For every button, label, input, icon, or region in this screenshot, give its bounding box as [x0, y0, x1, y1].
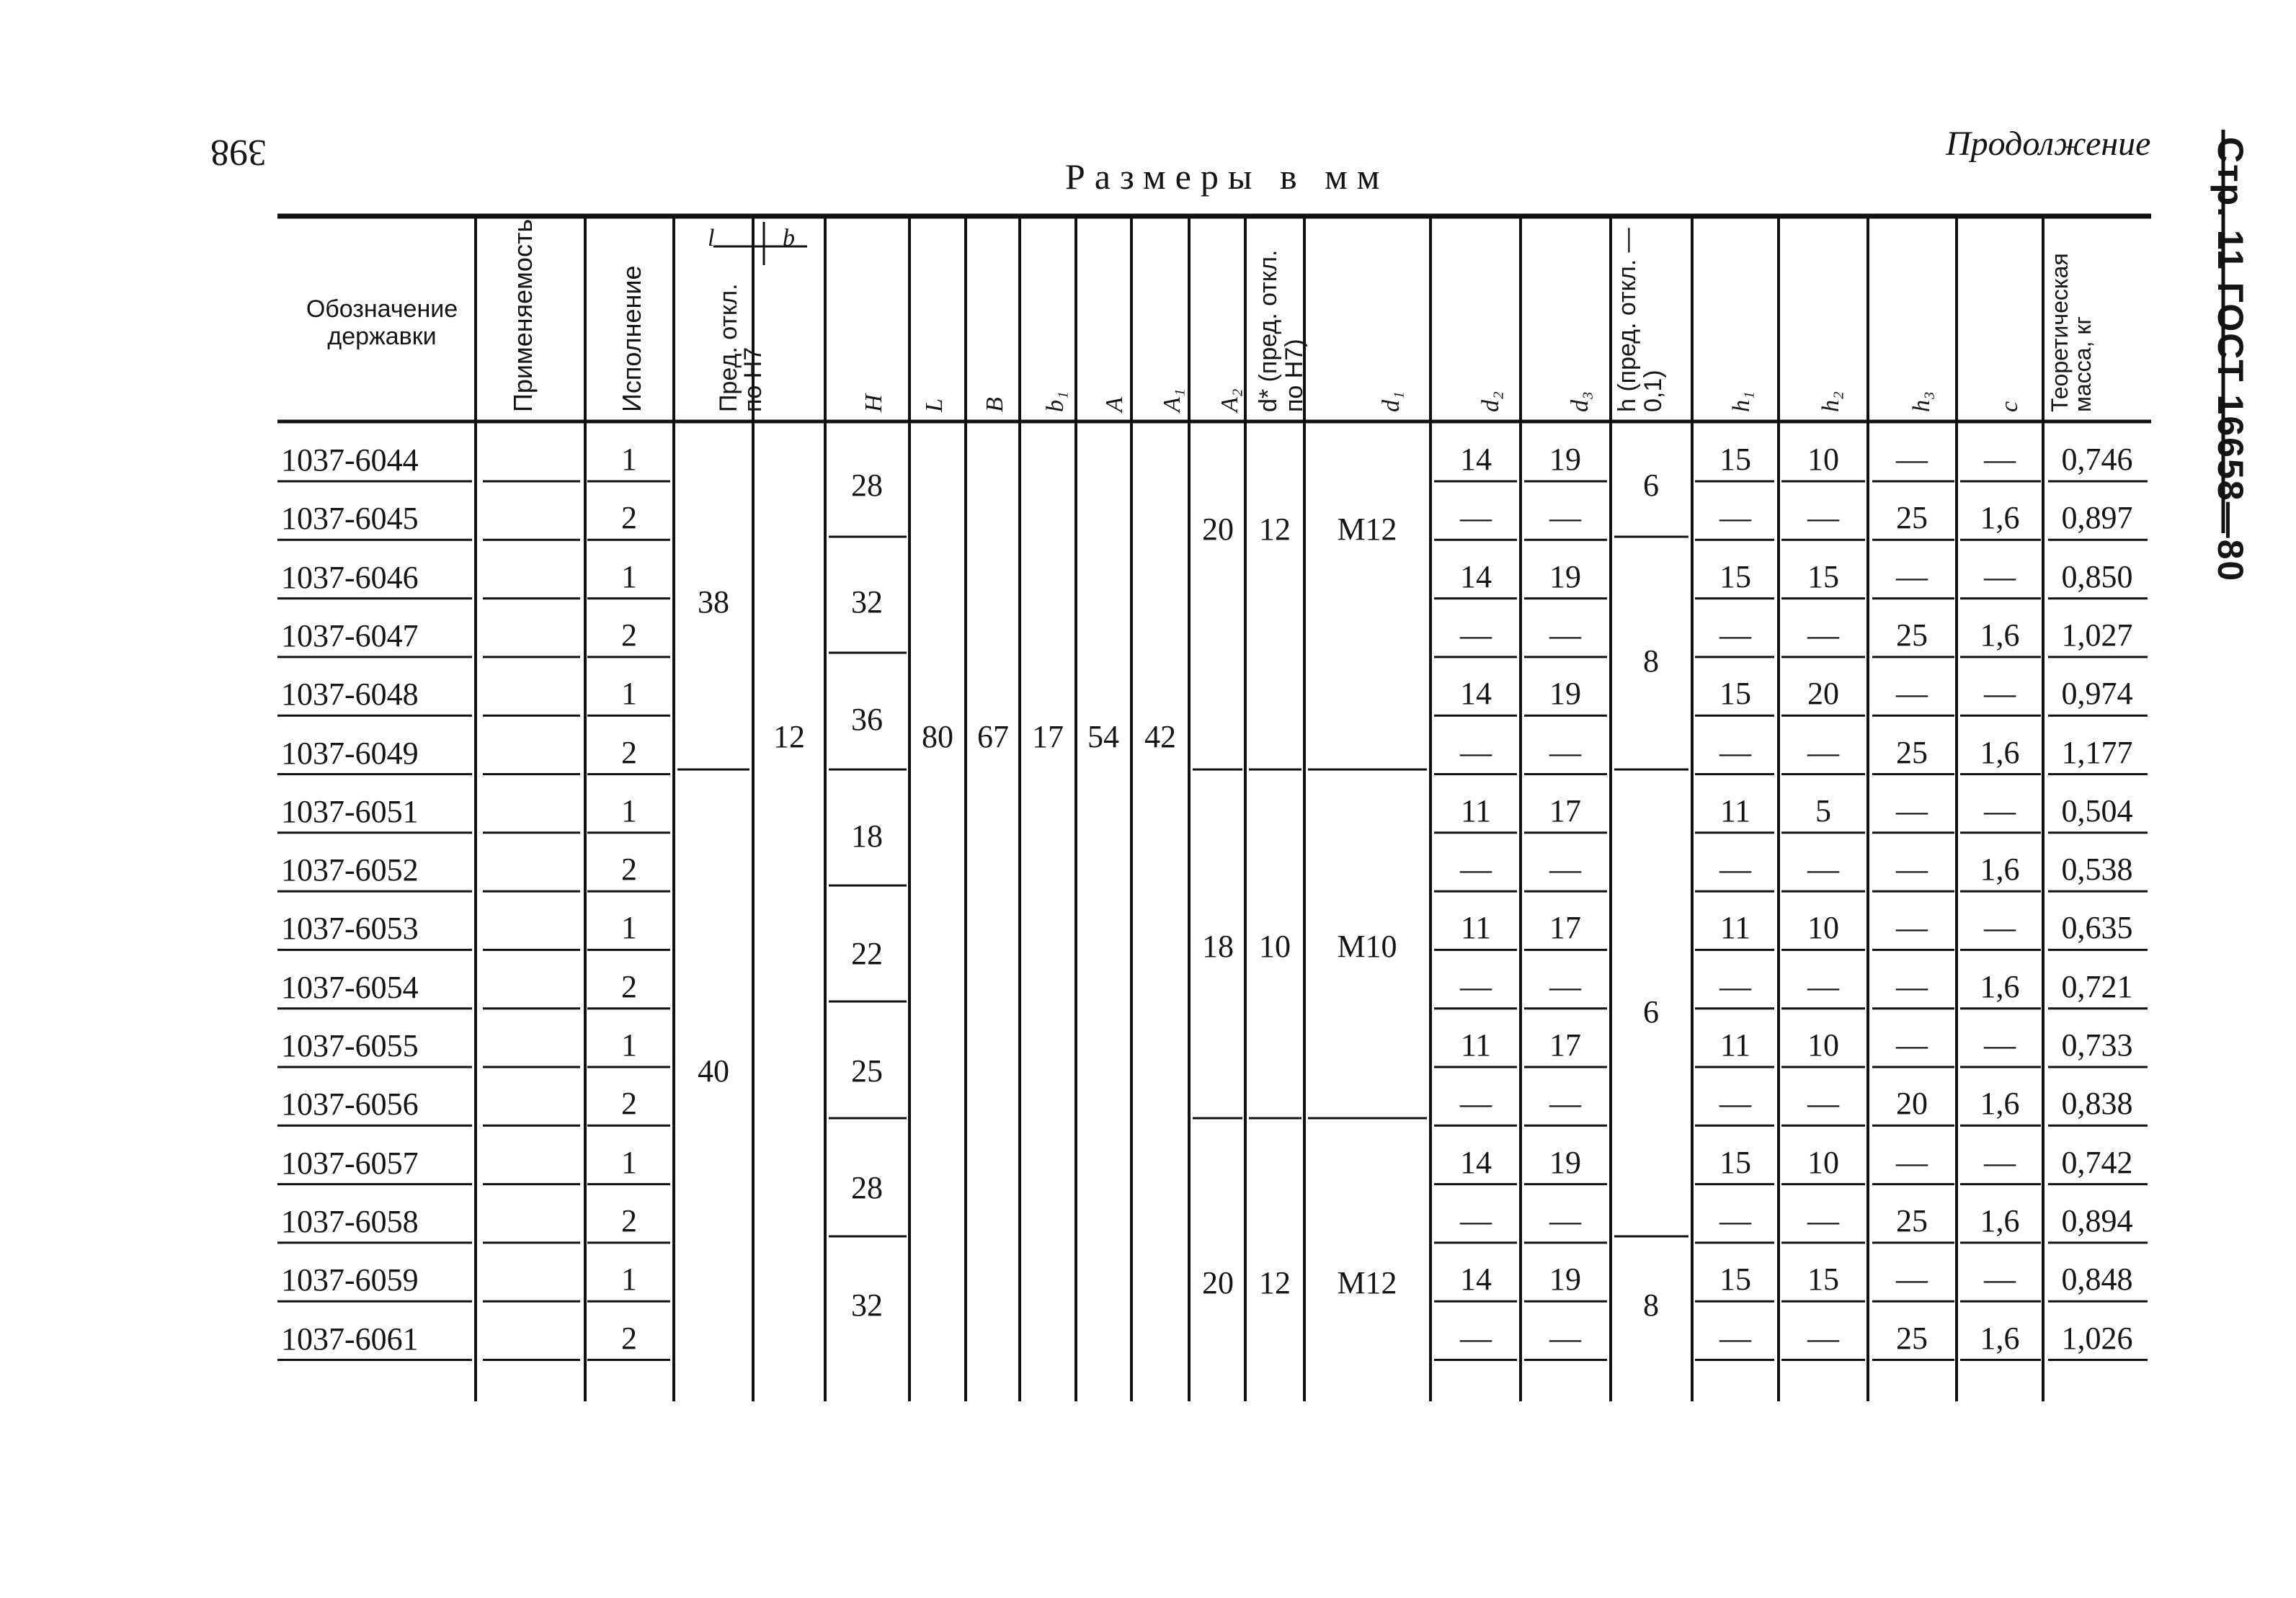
mass-cell: 1,026 — [2061, 1320, 2133, 1356]
h2-cell: 15 — [1807, 1262, 1839, 1298]
H-cell: 25 — [851, 1053, 883, 1089]
h3-cell: — — [1896, 676, 1928, 712]
version-cell: 1 — [621, 558, 637, 594]
designation-cell: 1037-6055 — [281, 1028, 419, 1063]
header-applicability: Применяемость — [508, 218, 538, 412]
designation-cell: 1037-6056 — [281, 1086, 419, 1122]
h3-cell: 20 — [1896, 1086, 1928, 1122]
c-cell: 1,6 — [1980, 1086, 2020, 1122]
h3-cell: — — [1896, 558, 1928, 594]
mass-cell: 0,974 — [2061, 676, 2133, 712]
b-cell: 12 — [773, 718, 805, 754]
d2-cell: — — [1460, 734, 1492, 770]
h3-cell: — — [1896, 442, 1928, 477]
header-mass: Теоретическая масса, кг — [2047, 253, 2096, 412]
h1-cell: — — [1719, 734, 1751, 770]
c-cell: — — [1984, 1262, 2016, 1298]
h2-cell: 5 — [1815, 793, 1831, 829]
h2-cell: — — [1807, 1086, 1839, 1122]
version-cell: 2 — [621, 1320, 637, 1356]
designation-cell: 1037-6053 — [281, 911, 419, 947]
h3-cell: — — [1896, 793, 1928, 829]
c-cell: 1,6 — [1980, 617, 2020, 653]
header-c: c — [1996, 401, 2023, 412]
d1-cell: М12 — [1337, 1265, 1397, 1301]
header-h3: h₃ — [1908, 391, 1935, 412]
designation-cell: 1037-6045 — [281, 501, 419, 537]
H-cell: 22 — [851, 936, 883, 972]
d3-cell: — — [1549, 500, 1581, 536]
d2-cell: — — [1460, 1320, 1492, 1356]
h2-cell: — — [1807, 500, 1839, 536]
h2-cell: 10 — [1807, 442, 1839, 477]
d1-cell: М12 — [1337, 511, 1397, 547]
h3-cell: — — [1896, 1262, 1928, 1298]
d2-cell: 11 — [1460, 910, 1492, 946]
H-cell: 32 — [851, 584, 883, 620]
h3-cell: — — [1896, 1027, 1928, 1063]
d3-cell: — — [1549, 617, 1581, 653]
header-d3: d₃ — [1567, 391, 1593, 412]
h3-cell: 25 — [1896, 734, 1928, 770]
c-cell: — — [1984, 1144, 2016, 1180]
h-cell: 8 — [1643, 643, 1659, 679]
H-cell: 32 — [851, 1287, 883, 1323]
designation-cell: 1037-6049 — [281, 735, 419, 771]
mass-cell: 0,538 — [2061, 852, 2133, 888]
d3-cell: — — [1549, 734, 1581, 770]
version-cell: 2 — [621, 852, 637, 888]
d2-cell: — — [1460, 500, 1492, 536]
units-caption: Размеры в мм — [1065, 156, 1389, 197]
h2-cell: 20 — [1807, 676, 1839, 712]
d2-cell: 14 — [1460, 676, 1492, 712]
version-cell: 1 — [621, 442, 637, 477]
d2-cell: — — [1460, 1086, 1492, 1122]
h2-cell: 10 — [1807, 910, 1839, 946]
d3-cell: — — [1549, 1320, 1581, 1356]
header-A: A — [1101, 397, 1128, 412]
d3-cell: 17 — [1549, 1027, 1581, 1063]
h-cell: 6 — [1643, 994, 1659, 1030]
designation-cell: 1037-6058 — [281, 1203, 419, 1239]
d2-cell: — — [1460, 968, 1492, 1004]
c-cell: — — [1984, 558, 2016, 594]
side-title: Стр. 11 ГОСТ 16658—80 — [2210, 137, 2251, 583]
d3-cell: 19 — [1549, 1262, 1581, 1298]
page-number: 398 — [210, 132, 267, 173]
header-tolerance: Пред. откл. по Н7 — [715, 283, 767, 412]
d1-cell: М10 — [1337, 929, 1397, 965]
header-H: H — [860, 394, 887, 412]
version-cell: 1 — [621, 1144, 637, 1180]
d3-cell: 17 — [1549, 910, 1581, 946]
d2-cell: — — [1460, 1202, 1492, 1238]
header-h1: h₁ — [1728, 391, 1755, 412]
h1-cell: 15 — [1719, 1144, 1751, 1180]
h1-cell: 11 — [1719, 910, 1751, 946]
H-cell: 36 — [851, 701, 883, 737]
c-cell: — — [1984, 793, 2016, 829]
version-cell: 1 — [621, 676, 637, 712]
header-A2: A₂ — [1216, 388, 1243, 412]
c-cell: — — [1984, 910, 2016, 946]
c-cell: 1,6 — [1980, 968, 2020, 1004]
d3-cell: 19 — [1549, 676, 1581, 712]
h-cell: 8 — [1643, 1287, 1659, 1323]
A1-cell: 42 — [1144, 718, 1176, 754]
h1-cell: — — [1719, 617, 1751, 653]
header-b1: b₁ — [1042, 391, 1069, 412]
d2-cell: 14 — [1460, 1262, 1492, 1298]
h2-cell: 10 — [1807, 1144, 1839, 1180]
designation-cell: 1037-6057 — [281, 1145, 419, 1181]
l-cell: 38 — [698, 584, 729, 620]
A2-cell: 20 — [1202, 1265, 1234, 1301]
d3-cell: 17 — [1549, 793, 1581, 829]
mass-cell: 1,027 — [2061, 617, 2133, 653]
A-cell: 54 — [1087, 718, 1119, 754]
d3-cell: — — [1549, 1202, 1581, 1238]
d2-cell: 14 — [1460, 558, 1492, 594]
d-cell: 10 — [1259, 929, 1291, 965]
h3-cell: — — [1896, 968, 1928, 1004]
header-B: B — [982, 397, 1008, 412]
designation-cell: 1037-6047 — [281, 617, 419, 653]
version-cell: 2 — [621, 617, 637, 653]
h1-cell: — — [1719, 968, 1751, 1004]
h-cell: 6 — [1643, 467, 1659, 503]
c-cell: 1,6 — [1980, 852, 2020, 888]
d3-cell: — — [1549, 968, 1581, 1004]
designation-cell: 1037-6046 — [281, 559, 419, 595]
h1-cell: 15 — [1719, 1262, 1751, 1298]
c-cell: 1,6 — [1980, 1202, 2020, 1238]
mass-cell: 0,746 — [2061, 442, 2133, 477]
d2-cell: — — [1460, 617, 1492, 653]
H-cell: 28 — [851, 1170, 883, 1206]
d2-cell: 11 — [1460, 1027, 1492, 1063]
designation-cell: 1037-6054 — [281, 969, 419, 1005]
h1-cell: 11 — [1719, 793, 1751, 829]
mass-cell: 0,504 — [2061, 793, 2133, 829]
header-d1: d₁ — [1378, 391, 1405, 412]
L-cell: 80 — [922, 718, 953, 754]
d2-cell: 11 — [1460, 793, 1492, 829]
h3-cell: 25 — [1896, 1202, 1928, 1238]
h1-cell: — — [1719, 1320, 1751, 1356]
d-cell: 12 — [1259, 511, 1291, 547]
A2-cell: 18 — [1202, 929, 1234, 965]
version-cell: 1 — [621, 1262, 637, 1298]
version-cell: 2 — [621, 1086, 637, 1122]
h1-cell: — — [1719, 1086, 1751, 1122]
header-h2: h₂ — [1817, 391, 1844, 412]
d3-cell: 19 — [1549, 558, 1581, 594]
d3-cell: — — [1549, 1086, 1581, 1122]
d2-cell: 14 — [1460, 1144, 1492, 1180]
mass-cell: 0,742 — [2061, 1144, 2133, 1180]
designation-cell: 1037-6051 — [281, 793, 419, 829]
mass-cell: 0,733 — [2061, 1027, 2133, 1063]
header-A1: A₁ — [1159, 388, 1185, 412]
version-cell: 2 — [621, 968, 637, 1004]
c-cell: 1,6 — [1980, 734, 2020, 770]
d3-cell: 19 — [1549, 442, 1581, 477]
mass-cell: 1,177 — [2061, 734, 2133, 770]
h2-cell: — — [1807, 1202, 1839, 1238]
header-designation: Обозначение державки — [306, 295, 458, 350]
mass-cell: 0,850 — [2061, 558, 2133, 594]
c-cell: — — [1984, 676, 2016, 712]
header-h: h (пред. откл. —0,1) — [1614, 228, 1667, 412]
h1-cell: 15 — [1719, 558, 1751, 594]
header-L: L — [921, 398, 948, 412]
h1-cell: 11 — [1719, 1027, 1751, 1063]
c-cell: 1,6 — [1980, 500, 2020, 536]
d-cell: 12 — [1259, 1265, 1291, 1301]
designation-cell: 1037-6052 — [281, 852, 419, 888]
header-d: d* (пред. откл. по Н7) — [1255, 249, 1308, 412]
version-cell: 2 — [621, 1202, 637, 1238]
h1-cell: 15 — [1719, 442, 1751, 477]
mass-cell: 0,897 — [2061, 500, 2133, 536]
mass-cell: 0,848 — [2061, 1262, 2133, 1298]
h1-cell: — — [1719, 1202, 1751, 1238]
mass-cell: 0,894 — [2061, 1202, 2133, 1238]
version-cell: 1 — [621, 910, 637, 946]
B-cell: 67 — [977, 718, 1009, 754]
h3-cell: — — [1896, 910, 1928, 946]
h3-cell: — — [1896, 1144, 1928, 1180]
continued-label: Продолжение — [1946, 125, 2151, 163]
d2-cell: 14 — [1460, 442, 1492, 477]
version-cell: 2 — [621, 500, 637, 536]
d2-cell: — — [1460, 852, 1492, 888]
version-cell: 1 — [621, 1027, 637, 1063]
header-b: b — [783, 225, 795, 251]
version-cell: 1 — [621, 793, 637, 829]
h3-cell: 25 — [1896, 500, 1928, 536]
designation-cell: 1037-6061 — [281, 1321, 419, 1357]
h1-cell: — — [1719, 500, 1751, 536]
header-version: Исполнение — [617, 265, 646, 412]
c-cell: — — [1984, 442, 2016, 477]
b1-cell: 17 — [1032, 718, 1064, 754]
h2-cell: — — [1807, 734, 1839, 770]
h3-cell: 25 — [1896, 617, 1928, 653]
h1-cell: 15 — [1719, 676, 1751, 712]
c-cell: — — [1984, 1027, 2016, 1063]
designation-cell: 1037-6059 — [281, 1262, 419, 1298]
h3-cell: — — [1896, 852, 1928, 888]
h2-cell: 10 — [1807, 1027, 1839, 1063]
d3-cell: — — [1549, 852, 1581, 888]
designation-cell: 1037-6044 — [281, 442, 419, 478]
d3-cell: 19 — [1549, 1144, 1581, 1180]
h2-cell: 15 — [1807, 558, 1839, 594]
mass-cell: 0,838 — [2061, 1086, 2133, 1122]
h3-cell: 25 — [1896, 1320, 1928, 1356]
H-cell: 28 — [851, 467, 883, 503]
l-cell: 40 — [698, 1053, 729, 1089]
H-cell: 18 — [851, 818, 883, 854]
header-l: l — [708, 225, 715, 251]
h2-cell: — — [1807, 968, 1839, 1004]
header-d2: d₂ — [1477, 391, 1504, 412]
h1-cell: — — [1719, 852, 1751, 888]
h2-cell: — — [1807, 852, 1839, 888]
c-cell: 1,6 — [1980, 1320, 2020, 1356]
mass-cell: 0,635 — [2061, 910, 2133, 946]
designation-cell: 1037-6048 — [281, 677, 419, 713]
A2-cell: 20 — [1202, 511, 1234, 547]
h2-cell: — — [1807, 617, 1839, 653]
mass-cell: 0,721 — [2061, 968, 2133, 1004]
version-cell: 2 — [621, 734, 637, 770]
h2-cell: — — [1807, 1320, 1839, 1356]
